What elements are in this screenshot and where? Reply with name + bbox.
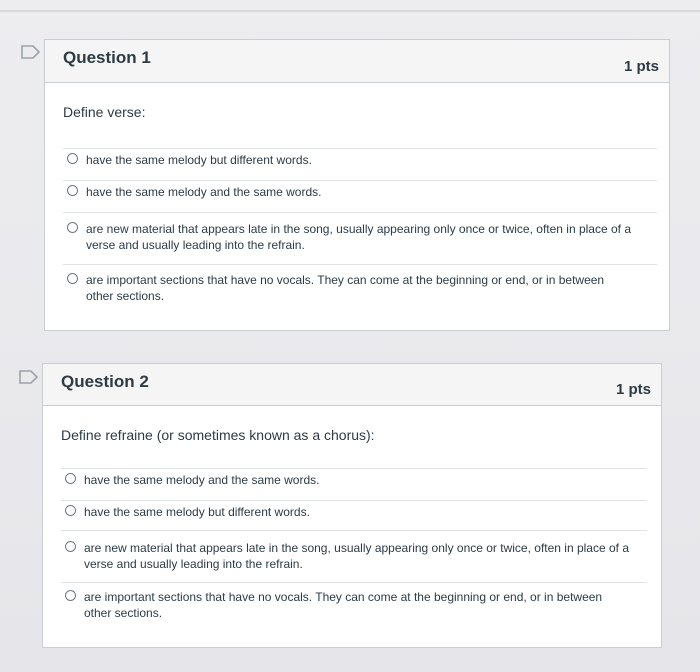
flag-question-icon[interactable]: [21, 45, 41, 59]
answer-option[interactable]: [67, 184, 637, 200]
divider: [61, 468, 647, 469]
answer-option[interactable]: [67, 152, 637, 168]
radio-unselected-icon[interactable]: [65, 473, 76, 484]
question-card-2: [42, 363, 662, 648]
radio-unselected-icon[interactable]: [65, 590, 76, 601]
radio-unselected-icon[interactable]: [67, 222, 78, 233]
divider: [61, 530, 647, 531]
question-header: [43, 364, 661, 406]
answer-option[interactable]: [67, 272, 627, 304]
question-title: Question 1: [63, 48, 151, 67]
radio-unselected-icon[interactable]: [65, 505, 76, 516]
answer-label: are important sections that have no vocals. They can come at the beginning or end, or in between other sections.: [84, 590, 603, 620]
question-prompt: Define refraine (or sometimes known as a chorus):: [61, 427, 375, 443]
answer-label: are new material that appears late in the song, usually appearing only once or twice, often in place of a verse and usually leading into the refrain.: [86, 222, 631, 252]
answer-option[interactable]: [65, 472, 625, 488]
question-points: 1 pts: [615, 381, 651, 398]
radio-unselected-icon[interactable]: [67, 185, 78, 196]
radio-unselected-icon[interactable]: [67, 273, 78, 284]
answer-label: have the same melody and the same words.: [86, 185, 322, 199]
divider: [63, 212, 657, 213]
answer-label: have the same melody but different words.: [86, 153, 312, 167]
answer-option[interactable]: [67, 221, 645, 253]
answer-option[interactable]: [65, 589, 621, 621]
radio-unselected-icon[interactable]: [65, 541, 76, 552]
question-card-1: [44, 39, 670, 331]
divider: [63, 264, 657, 265]
divider: [63, 180, 657, 181]
answer-label: are important sections that have no vocals. They can come at the beginning or end, or in between other sections.: [86, 273, 605, 303]
answer-option[interactable]: [65, 540, 635, 572]
divider: [61, 500, 647, 501]
question-points: 1 pts: [623, 58, 659, 75]
question-header: [45, 40, 669, 83]
answer-label: have the same melody and the same words.: [84, 473, 320, 487]
answer-label: have the same melody but different words.: [84, 505, 310, 519]
question-prompt: Define verse:: [63, 104, 146, 120]
answer-label: are new material that appears late in the song, usually appearing only once or twice, often in place of a verse and usually leading into the refrain.: [84, 541, 629, 571]
answer-option[interactable]: [65, 504, 625, 520]
divider: [61, 582, 647, 583]
flag-question-icon[interactable]: [19, 370, 39, 384]
divider: [63, 148, 657, 149]
question-title: Question 2: [61, 372, 149, 391]
divider: [0, 10, 700, 12]
radio-unselected-icon[interactable]: [67, 153, 78, 164]
